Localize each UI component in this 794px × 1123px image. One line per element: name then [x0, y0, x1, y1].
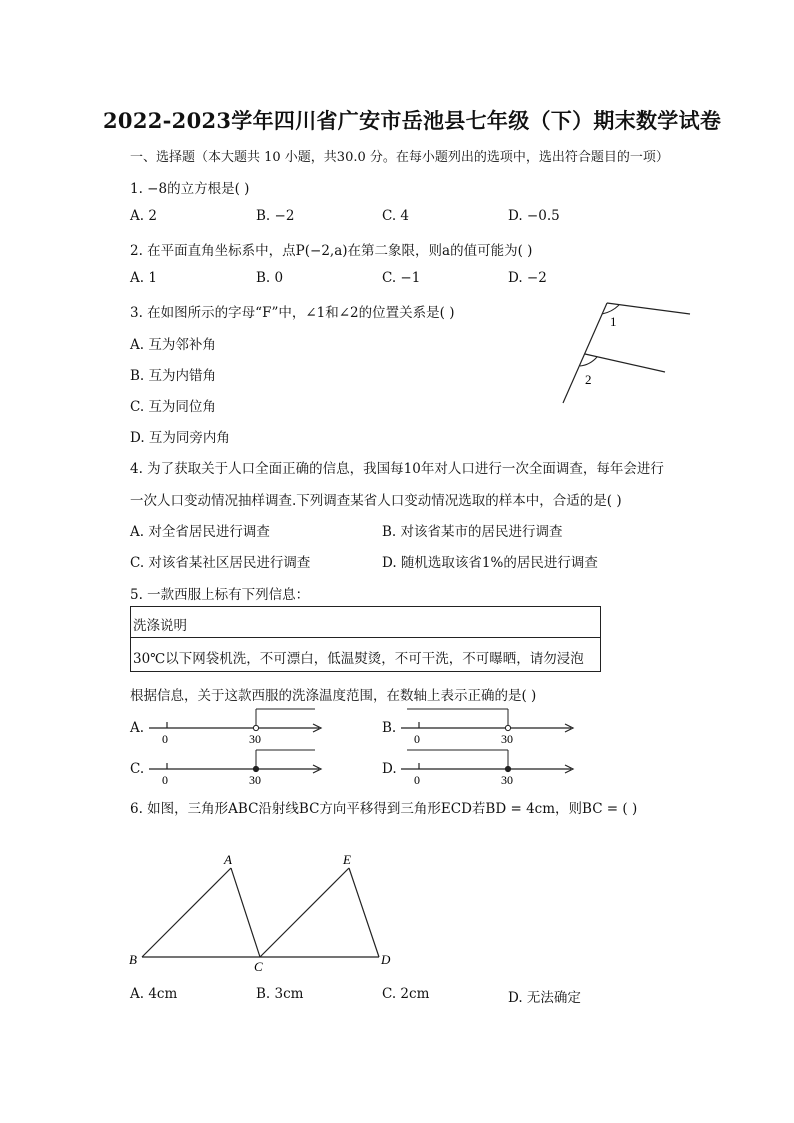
question-6-option-c: C. 2cm — [382, 986, 430, 1002]
wash-table-header: 洗涤说明 — [133, 618, 187, 634]
number-line-c — [145, 745, 330, 790]
segment-ce — [260, 868, 349, 957]
letter-f-figure — [555, 295, 695, 410]
question-1-option-c: C. 4 — [382, 208, 410, 224]
question-2-option-c: C. −1 — [382, 270, 421, 286]
question-1-option-a: A. 2 — [130, 208, 157, 224]
figure-f-middle-bar — [585, 354, 665, 372]
number-line-d-zero: 0 — [414, 773, 420, 787]
number-line-d-thirty: 30 — [501, 773, 513, 787]
figure-angle-1-label: 1 — [610, 314, 617, 329]
question-4-option-c: C. 对该省某社区居民进行调查 — [130, 555, 311, 571]
question-4-stem-line-1: 4. 为了获取关于人口全面正确的信息，我国每10年对人口进行一次全面调查，每年会进行 — [130, 461, 664, 477]
question-5-option-d-letter: D. — [382, 761, 397, 777]
point-d-label: D — [381, 952, 391, 967]
question-4-stem-line-2: 一次人口变动情况抽样调查.下列调查某省人口变动情况选取的样本中，合适的是( ) — [130, 493, 622, 509]
question-5-option-b-letter: B. — [382, 720, 397, 736]
number-line-c-thirty: 30 — [249, 773, 261, 787]
question-3-option-a: A. 互为邻补角 — [130, 337, 216, 353]
wash-instructions-table — [130, 606, 601, 672]
question-5-stem: 5. 一款西服上标有下列信息： — [130, 587, 310, 603]
question-4-option-b: B. 对该省某市的居民进行调查 — [382, 524, 563, 540]
question-5-option-a-letter: A. — [130, 720, 145, 736]
point-a-label: A — [224, 852, 232, 867]
question-4-option-a: A. 对全省居民进行调查 — [130, 524, 270, 540]
number-line-b-zero: 0 — [414, 732, 420, 746]
number-line-d — [397, 745, 582, 790]
segment-ed — [349, 868, 379, 957]
number-line-b-thirty: 30 — [501, 732, 513, 746]
question-2-stem: 2. 在平面直角坐标系中，点P(−2,a)在第二象限，则a的值可能为( ) — [130, 243, 533, 259]
question-6-option-a: A. 4cm — [130, 986, 178, 1002]
number-line-a-thirty: 30 — [249, 732, 261, 746]
question-3-option-d: D. 互为同旁内角 — [130, 430, 230, 446]
question-6-option-b: B. 3cm — [256, 986, 304, 1002]
question-2-option-b: B. 0 — [256, 270, 284, 286]
question-1-stem: 1. −8的立方根是( ) — [130, 181, 250, 197]
triangle-translation-figure — [125, 845, 405, 980]
number-line-c-zero: 0 — [162, 773, 168, 787]
wash-table-header-row — [131, 607, 600, 638]
question-6-stem: 6. 如图，三角形ABC沿射线BC方向平移得到三角形ECD若BD = 4cm，则BC = ( ) — [130, 801, 638, 817]
section-header: 一、选择题（本大题共 10 小题，共30.0 分。在每小题列出的选项中，选出符合题目的一项） — [130, 150, 669, 165]
segment-ab — [142, 868, 231, 957]
question-2-option-a: A. 1 — [130, 270, 157, 286]
question-6-option-d: D. 无法确定 — [508, 990, 581, 1006]
page-title: 2022-2023学年四川省广安市岳池县七年级（下）期末数学试卷 — [103, 108, 722, 133]
figure-f-top-bar — [607, 303, 690, 314]
wash-table-content: 30℃以下网袋机洗，不可漂白，低温熨烫，不可干洗，不可曝晒，请勿浸泡 — [133, 651, 584, 667]
point-e-label: E — [343, 852, 351, 867]
point-b-label: B — [129, 952, 137, 967]
question-5-option-c-letter: C. — [130, 761, 145, 777]
segment-ac — [231, 868, 260, 957]
question-3-option-c: C. 互为同位角 — [130, 399, 216, 415]
figure-f-stem — [563, 303, 607, 403]
question-3-option-b: B. 互为内错角 — [130, 368, 217, 384]
question-1-option-b: B. −2 — [256, 208, 295, 224]
number-line-b — [397, 704, 582, 749]
question-2-option-d: D. −2 — [508, 270, 547, 286]
number-line-a — [145, 704, 330, 749]
point-c-label: C — [254, 959, 263, 974]
question-5-question: 根据信息，关于这款西服的洗涤温度范围，在数轴上表示正确的是( ) — [130, 688, 537, 704]
number-line-a-zero: 0 — [162, 732, 168, 746]
question-3-stem: 3. 在如图所示的字母“F”中，∠1和∠2的位置关系是( ) — [130, 305, 455, 321]
question-4-option-d: D. 随机选取该省1%的居民进行调查 — [382, 555, 598, 571]
question-1-option-d: D. −0.5 — [508, 208, 560, 224]
figure-angle-2-label: 2 — [585, 372, 592, 387]
